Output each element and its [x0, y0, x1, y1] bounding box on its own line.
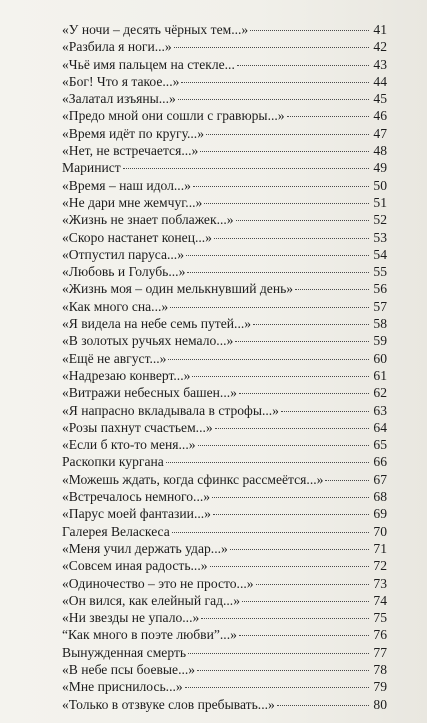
- toc-entry-title: «Совсем иная радость...»: [62, 558, 208, 574]
- dot-leader: [287, 116, 369, 117]
- dot-leader: [206, 134, 369, 135]
- dot-leader: [214, 238, 369, 239]
- toc-entry-title: «Скоро настанет конец...»: [62, 229, 212, 245]
- toc-entry-title: «Предо мной они сошли с гравюры...»: [62, 108, 285, 124]
- toc-entry-title: «Я напрасно вкладывала в строфы...»: [62, 402, 279, 418]
- toc-entry-page-number: 75: [373, 610, 387, 626]
- toc-entry-title: “Как много в поэте любви”...»: [62, 627, 237, 643]
- toc-entry: [62, 280, 387, 297]
- toc-entry: [62, 350, 387, 367]
- toc-entry-title: «Встречалось немного...»: [62, 489, 211, 505]
- toc-entry-title: «Как много сна...»: [62, 298, 169, 314]
- toc-entry-title: «Он вился, как елейный гад...»: [62, 592, 241, 608]
- toc-entry-page-number: 42: [373, 39, 387, 55]
- dot-leader: [212, 497, 369, 498]
- toc-entry-page-number: 71: [373, 540, 387, 556]
- dot-leader: [239, 635, 369, 636]
- toc-entry-title: «Жизнь моя – один мелькнувший день»: [62, 281, 294, 297]
- toc-entry-title: Маринист: [62, 160, 121, 176]
- toc-entry-title: «Время – наш идол...»: [62, 177, 191, 193]
- toc-entry-title: «Мне приснилось...»: [62, 679, 183, 695]
- toc-entry-title: «Жизнь не знает поблажек...»: [62, 212, 234, 228]
- dot-leader: [235, 341, 369, 342]
- dot-leader: [192, 376, 369, 377]
- toc-entry: [62, 21, 387, 38]
- toc-entry-page-number: 51: [373, 194, 387, 210]
- toc-entry: [62, 402, 387, 419]
- toc-entry-title: «Любовь и Голубь...»: [62, 264, 186, 280]
- toc-entry-title: «Парус моей фантазии...»: [62, 506, 211, 522]
- toc-entry-page-number: 61: [373, 367, 387, 383]
- toc-entry-page-number: 73: [373, 575, 387, 591]
- dot-leader: [250, 30, 369, 31]
- toc-entry-title: «Только в отзвуке слов пребывать...»: [62, 696, 275, 712]
- toc-entry-page-number: 54: [373, 246, 387, 262]
- dot-leader: [197, 670, 369, 671]
- toc-entry-title: «Ещё не август...»: [62, 350, 167, 366]
- toc-entry: [62, 211, 387, 228]
- toc-entry-page-number: 78: [373, 661, 387, 677]
- toc-entry-page-number: 74: [373, 592, 387, 608]
- toc-entry: [62, 419, 387, 436]
- toc-entry-page-number: 50: [373, 177, 387, 193]
- toc-entry: [62, 609, 387, 626]
- toc-entry-page-number: 76: [373, 627, 387, 643]
- toc-entry: [62, 177, 387, 194]
- dot-leader: [200, 151, 369, 152]
- toc-entry: [62, 575, 387, 592]
- toc-entry: [62, 56, 387, 73]
- dot-leader: [239, 393, 369, 394]
- toc-entry-title: «Время идёт по кругу...»: [62, 125, 205, 141]
- toc-entry-page-number: 66: [373, 454, 387, 470]
- toc-entry: [62, 90, 387, 107]
- dot-leader: [123, 168, 369, 169]
- dot-leader: [230, 549, 369, 550]
- dot-leader: [242, 601, 369, 602]
- toc-entry: [62, 678, 387, 695]
- dot-leader: [204, 203, 369, 204]
- dot-leader: [277, 705, 369, 706]
- dot-leader: [213, 514, 369, 515]
- toc-entry: [62, 194, 387, 211]
- toc-entry: [62, 367, 387, 384]
- dot-leader: [166, 462, 369, 463]
- dot-leader: [170, 307, 369, 308]
- table-of-contents: [62, 21, 387, 713]
- toc-entry-page-number: 69: [373, 506, 387, 522]
- toc-entry-title: «У ночи – десять чёрных тем...»: [62, 22, 249, 37]
- dot-leader: [198, 445, 369, 446]
- toc-entry-title: «Не дари мне жемчуг...»: [62, 194, 203, 210]
- toc-entry-title: «Залатал изъяны...»: [62, 91, 176, 107]
- toc-entry-title: «Витражи небесных башен...»: [62, 385, 237, 401]
- toc-entry-page-number: 65: [373, 437, 387, 453]
- toc-entry-title: Раскопки кургана: [62, 454, 164, 470]
- toc-entry: [62, 229, 387, 246]
- dot-leader: [253, 324, 369, 325]
- toc-entry-page-number: 63: [373, 402, 387, 418]
- dot-leader: [210, 566, 369, 567]
- toc-entry-page-number: 68: [373, 489, 387, 505]
- toc-entry-page-number: 64: [373, 419, 387, 435]
- dot-leader: [281, 411, 369, 412]
- toc-entry: [62, 263, 387, 280]
- toc-entry-page-number: 72: [373, 558, 387, 574]
- toc-entry: [62, 540, 387, 557]
- toc-entry: [62, 453, 387, 470]
- toc-entry-title: «Разбила я ноги...»: [62, 39, 172, 55]
- toc-entry-page-number: 59: [373, 333, 387, 349]
- toc-entry: [62, 159, 387, 176]
- dot-leader: [172, 532, 369, 533]
- toc-entry: [62, 38, 387, 55]
- toc-entry-title: «Розы пахнут счастьем...»: [62, 419, 213, 435]
- dot-leader: [186, 255, 369, 256]
- toc-entry-page-number: 44: [373, 73, 387, 89]
- toc-entry: [62, 471, 387, 488]
- toc-entry: [62, 436, 387, 453]
- toc-entry-page-number: 53: [373, 229, 387, 245]
- toc-entry-page-number: 56: [373, 281, 387, 297]
- toc-entry-title: «Если б кто-то меня...»: [62, 437, 196, 453]
- toc-entry: [62, 592, 387, 609]
- toc-entry: [62, 626, 387, 643]
- toc-entry-page-number: 48: [373, 143, 387, 159]
- dot-leader: [236, 220, 369, 221]
- dot-leader: [201, 618, 369, 619]
- toc-entry: [62, 644, 387, 661]
- toc-entry: [62, 505, 387, 522]
- toc-entry-page-number: 77: [373, 644, 387, 660]
- toc-entry-title: «В золотых ручьях немало...»: [62, 333, 234, 349]
- toc-entry-title: «Отпустил паруса...»: [62, 246, 185, 262]
- dot-leader: [215, 428, 369, 429]
- toc-entry: [62, 315, 387, 332]
- dot-leader: [187, 272, 369, 273]
- toc-entry-page-number: 70: [373, 523, 387, 539]
- dot-leader: [193, 186, 369, 187]
- toc-entry-page-number: 57: [373, 298, 387, 314]
- toc-entry-page-number: 46: [373, 108, 387, 124]
- toc-entry-page-number: 55: [373, 264, 387, 280]
- toc-entry-page-number: 79: [373, 679, 387, 695]
- toc-entry: [62, 523, 387, 540]
- toc-entry: [62, 298, 387, 315]
- toc-entry-title: Вынужденная смерть: [62, 644, 187, 660]
- toc-entry: [62, 384, 387, 401]
- dot-leader: [185, 687, 369, 688]
- toc-entry-title: «Меня учил держать удар...»: [62, 540, 228, 556]
- toc-entry-title: «В небе псы боевые...»: [62, 661, 196, 677]
- toc-entry-title: «Ни звезды не упало...»: [62, 610, 200, 626]
- dot-leader: [168, 359, 369, 360]
- toc-entry-title: «Бог! Что я такое...»: [62, 73, 180, 89]
- toc-entry-title: «Нет, не встречается...»: [62, 143, 199, 159]
- toc-entry-page-number: 80: [373, 696, 387, 712]
- toc-entry-title: «Можешь ждать, когда сфинкс рассмеётся...»: [62, 471, 324, 487]
- toc-entry: [62, 557, 387, 574]
- toc-entry-title: «Я видела на небе семь путей...»: [62, 316, 252, 332]
- toc-entry-title: «Одиночество – это не просто...»: [62, 575, 254, 591]
- toc-entry-title: Галерея Веласкеса: [62, 523, 170, 539]
- toc-entry-page-number: 58: [373, 316, 387, 332]
- toc-entry-page-number: 43: [373, 56, 387, 72]
- toc-entry-page-number: 41: [373, 22, 387, 37]
- dot-leader: [188, 653, 369, 654]
- dot-leader: [295, 289, 369, 290]
- toc-entry: [62, 696, 387, 713]
- toc-entry-page-number: 67: [373, 471, 387, 487]
- dot-leader: [237, 65, 369, 66]
- dot-leader: [181, 82, 369, 83]
- dot-leader: [174, 47, 369, 48]
- toc-entry-title: «Надрезаю конверт...»: [62, 367, 191, 383]
- toc-entry-page-number: 45: [373, 91, 387, 107]
- toc-entry-title: «Чьё имя пальцем на стекле...: [62, 56, 235, 72]
- toc-entry: [62, 332, 387, 349]
- toc-entry: [62, 488, 387, 505]
- toc-entry: [62, 142, 387, 159]
- toc-entry: [62, 125, 387, 142]
- dot-leader: [256, 584, 369, 585]
- dot-leader: [178, 99, 369, 100]
- toc-entry: [62, 107, 387, 124]
- toc-entry-page-number: 47: [373, 125, 387, 141]
- dot-leader: [325, 480, 369, 481]
- toc-entry: [62, 73, 387, 90]
- toc-entry: [62, 246, 387, 263]
- toc-entry: [62, 661, 387, 678]
- toc-entry-page-number: 62: [373, 385, 387, 401]
- toc-entry-page-number: 49: [373, 160, 387, 176]
- toc-entry-page-number: 60: [373, 350, 387, 366]
- toc-entry-page-number: 52: [373, 212, 387, 228]
